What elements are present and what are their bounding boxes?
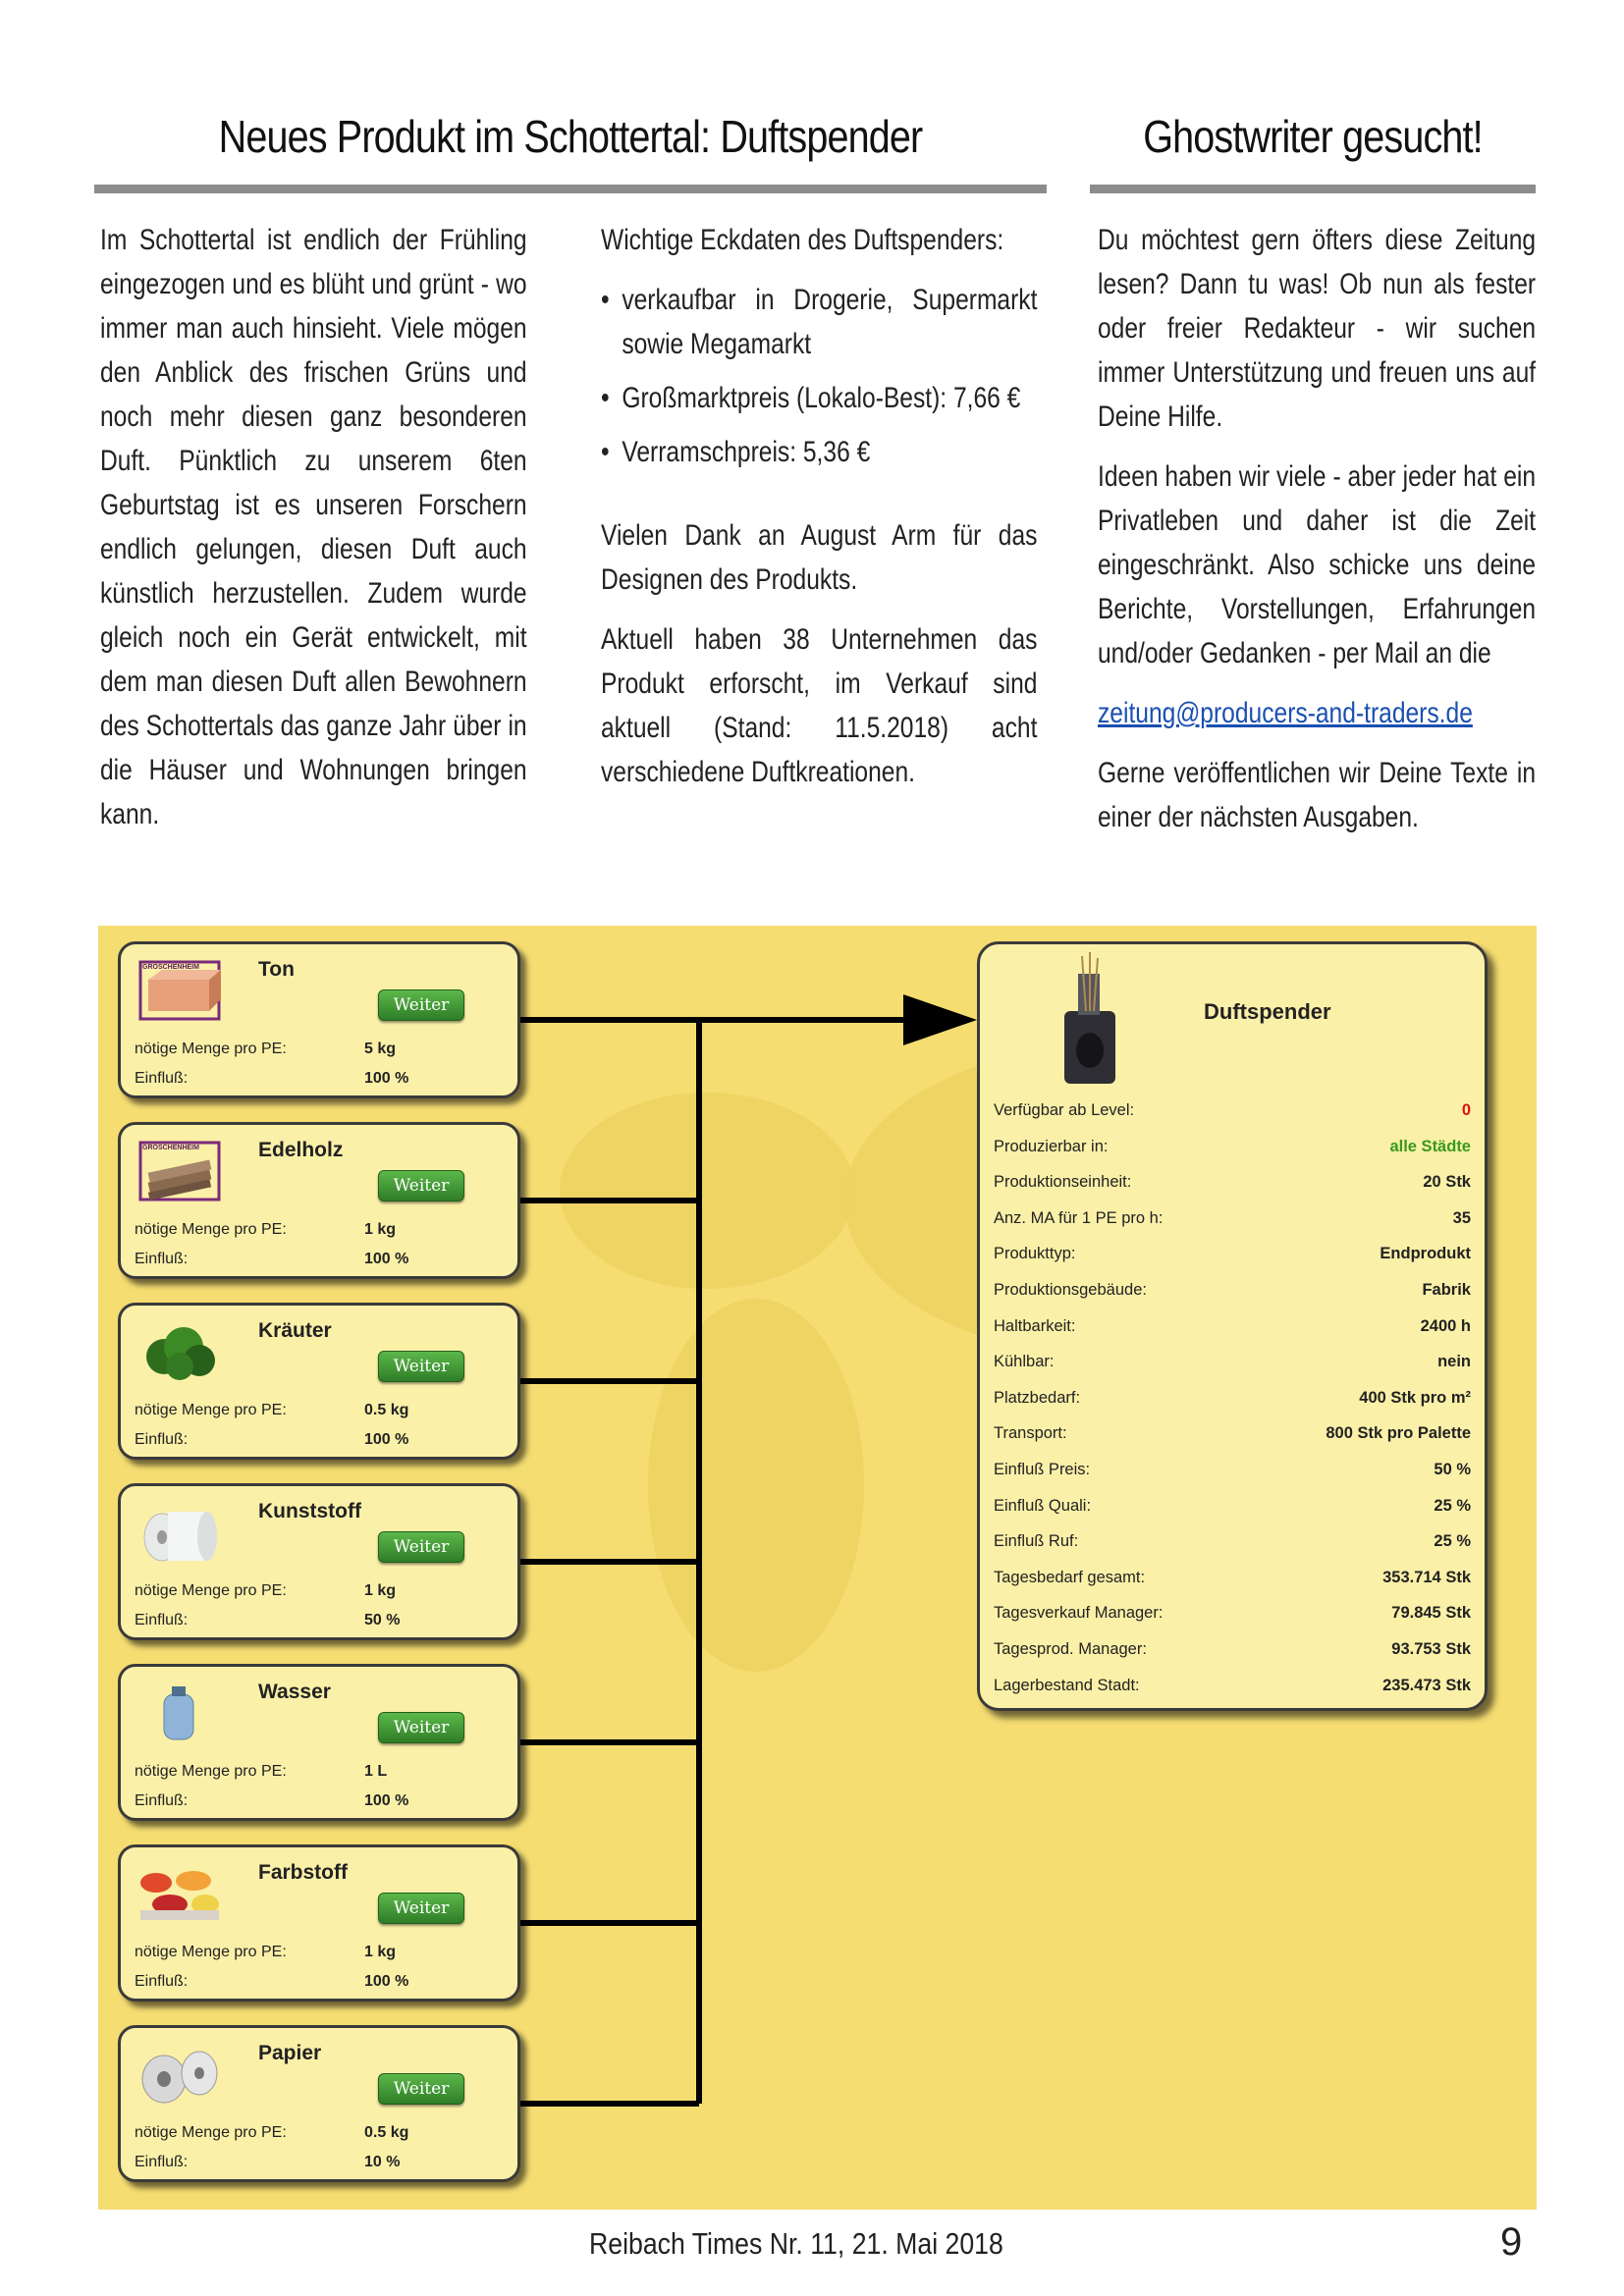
product-detail-row: [994, 1389, 1471, 1418]
title-rule-right: [1090, 185, 1536, 193]
detail-value: 235.473 Stk: [1382, 1676, 1471, 1694]
product-detail-row: [994, 1640, 1471, 1670]
detail-label: Produkttyp:: [994, 1245, 1076, 1263]
menge-value: 0.5 kg: [364, 1402, 409, 1418]
weiter-button[interactable]: Weiter: [378, 1351, 464, 1382]
ingredient-card-papier: [118, 2025, 520, 2182]
list-item: • verkaufbar in Drogerie, Supermarkt sowie Megamarkt: [601, 278, 1037, 366]
ingredient-name: Papier: [258, 2042, 322, 2064]
wood-logs-icon: [135, 1137, 225, 1203]
herbs-icon: [135, 1317, 225, 1384]
einfluss-value: 100 %: [364, 1431, 409, 1448]
ingredient-card-ton: [118, 941, 520, 1098]
detail-value: Endprodukt: [1380, 1245, 1471, 1263]
weiter-button[interactable]: Weiter: [378, 1531, 464, 1563]
thumb-caption: GROSCHENHEIM: [142, 964, 199, 971]
product-detail-row: [994, 1245, 1471, 1274]
detail-label: Tagesprod. Manager:: [994, 1640, 1147, 1658]
detail-label: Lagerbestand Stadt:: [994, 1676, 1140, 1694]
einfluss-label: Einfluß:: [135, 1251, 189, 1267]
detail-value: alle Städte: [1389, 1137, 1471, 1155]
einfluss-label: Einfluß:: [135, 1431, 189, 1448]
weiter-button[interactable]: Weiter: [378, 989, 464, 1021]
detail-label: Anz. MA für 1 PE pro h:: [994, 1208, 1164, 1227]
weiter-button[interactable]: Weiter: [378, 2073, 464, 2105]
detail-label: Einfluß Ruf:: [994, 1532, 1079, 1551]
ingredient-name: Edelholz: [258, 1139, 344, 1161]
article-title-ghostwriter: Ghostwriter gesucht!: [1143, 111, 1483, 162]
detail-value: 79.845 Stk: [1391, 1604, 1471, 1623]
detail-label: Tagesverkauf Manager:: [994, 1604, 1164, 1623]
einfluss-value: 100 %: [364, 1973, 409, 1990]
einfluss-label: Einfluß:: [135, 1612, 189, 1629]
detail-label: Transport:: [994, 1424, 1067, 1443]
menge-value: 5 kg: [364, 1041, 397, 1057]
ingredient-name: Wasser: [258, 1681, 331, 1703]
title-rule-left: [94, 185, 1047, 193]
detail-label: Einfluß Preis:: [994, 1461, 1091, 1478]
ingredient-card-kunststoff: [118, 1483, 520, 1640]
weiter-button[interactable]: Weiter: [378, 1893, 464, 1924]
product-detail-row: [994, 1317, 1471, 1347]
article-body-text: Im Schottertal ist endlich der Frühling eingezogen und es blüht und grünt - wo immer man auch hinsieht. Viele mögen den Anblick des frischen Grüns und noch mehr diesen ganz besonderen Duft. Pünktlich zu unserem 6ten Geburtstag ist es unseren Forschern endlich gelungen, diesen Duft auch künstlich herzustellen. Zudem wurde gleich noch ein Gerät entwickelt, mit dem man diesen Duft allen Bewohnern des Schottertals das ganze Jahr über in die Häuser und Wohnungen bringen kann.: [100, 224, 527, 830]
detail-label: Produktionsgebäude:: [994, 1281, 1147, 1299]
email-link[interactable]: zeitung@producers-and-traders.de: [1098, 697, 1473, 729]
detail-value: Fabrik: [1422, 1281, 1471, 1299]
weiter-button[interactable]: Weiter: [378, 1712, 464, 1743]
menge-label: nötige Menge pro PE:: [135, 1582, 287, 1599]
ingredient-name: Kunststoff: [258, 1500, 361, 1522]
footer-text: Reibach Times Nr. 11, 21. Mai 2018: [589, 2226, 1003, 2261]
product-card: [977, 941, 1488, 1711]
key-data-intro: Wichtige Eckdaten des Duftspenders:: [601, 224, 1004, 256]
einfluss-label: Einfluß:: [135, 1973, 189, 1990]
ingredient-card-wasser: [118, 1664, 520, 1821]
detail-label: Verfügbar ab Level:: [994, 1101, 1135, 1119]
menge-label: nötige Menge pro PE:: [135, 1221, 287, 1238]
detail-label: Platzbedarf:: [994, 1388, 1081, 1407]
ingredient-name: Ton: [258, 958, 295, 981]
product-detail-row: [994, 1138, 1471, 1167]
detail-value: 0: [1461, 1101, 1471, 1119]
arrow-head-icon: [903, 994, 977, 1045]
detail-value: 25 %: [1434, 1532, 1471, 1551]
menge-value: 1 kg: [364, 1944, 397, 1960]
ingredient-card-edelholz: [118, 1122, 520, 1279]
ghostwriter-paragraph-2: Ideen haben wir viele - aber jeder hat ein Privatleben und daher ist die Zeit eingeschränkt. Also schicke uns deine Berichte, Vorstellungen, Erfahrungen und/oder Gedanken - per Mail an die: [1098, 460, 1537, 669]
menge-label: nötige Menge pro PE:: [135, 2124, 287, 2141]
detail-value: 800 Stk pro Palette: [1326, 1424, 1471, 1443]
product-detail-row: [994, 1424, 1471, 1454]
article-column-2: [601, 218, 1037, 810]
einfluss-label: Einfluß:: [135, 1070, 189, 1087]
diffuser-icon: [1051, 952, 1129, 1090]
product-detail-row: [994, 1532, 1471, 1562]
ingredient-name: Kräuter: [258, 1319, 332, 1342]
einfluss-value: 100 %: [364, 1251, 409, 1267]
product-detail-row: [994, 1281, 1471, 1310]
detail-label: Produzierbar in:: [994, 1137, 1109, 1155]
thanks-text: Vielen Dank an August Arm für das Designen des Produkts.: [601, 519, 1038, 596]
menge-label: nötige Menge pro PE:: [135, 1402, 287, 1418]
product-detail-row: [994, 1101, 1471, 1131]
einfluss-label: Einfluß:: [135, 1792, 189, 1809]
list-item: • Großmarktpreis (Lokalo-Best): 7,66 €: [601, 376, 1037, 420]
thumb-caption: GROSCHENHEIM: [142, 1145, 199, 1151]
ingredient-card-farbstoff: [118, 1844, 520, 2002]
product-detail-row: [994, 1677, 1471, 1706]
menge-label: nötige Menge pro PE:: [135, 1041, 287, 1057]
ingredient-card-kräuter: [118, 1303, 520, 1460]
product-detail-row: [994, 1173, 1471, 1202]
page-number: 9: [1500, 2220, 1523, 2264]
production-diagram: [98, 926, 1537, 2210]
dye-powder-icon: [135, 1859, 225, 1926]
ghostwriter-paragraph-3: Gerne veröffentlichen wir Deine Texte in einer der nächsten Ausgaben.: [1098, 757, 1537, 833]
detail-value: 50 %: [1434, 1461, 1471, 1478]
einfluss-value: 10 %: [364, 2154, 401, 2170]
product-detail-row: [994, 1461, 1471, 1490]
detail-value: 25 %: [1434, 1496, 1471, 1515]
clay-brick-icon: [135, 956, 225, 1023]
menge-value: 1 kg: [364, 1582, 397, 1599]
article-column-1: [100, 218, 527, 852]
detail-label: Einfluß Quali:: [994, 1496, 1092, 1515]
ghostwriter-paragraph-1: Du möchtest gern öfters diese Zeitung lesen? Dann tu was! Ob nun als fester oder freier Redakteur - wir suchen immer Unterstützung und freuen uns auf Deine Hilfe.: [1098, 224, 1537, 433]
detail-label: Haltbarkeit:: [994, 1316, 1076, 1335]
product-detail-row: [994, 1209, 1471, 1239]
key-data-list: [601, 278, 1037, 474]
einfluss-value: 100 %: [364, 1792, 409, 1809]
product-detail-row: [994, 1604, 1471, 1633]
paper-rolls-icon: [135, 2040, 225, 2107]
detail-value: 353.714 Stk: [1382, 1568, 1471, 1586]
product-title: Duftspender: [1204, 999, 1331, 1024]
detail-label: Produktionseinheit:: [994, 1173, 1132, 1192]
article-title-duftspender: Neues Produkt im Schottertal: Duftspender: [218, 111, 923, 162]
menge-value: 1 L: [364, 1763, 388, 1780]
product-detail-row: [994, 1497, 1471, 1526]
detail-value: nein: [1437, 1353, 1471, 1371]
detail-value: 400 Stk pro m²: [1359, 1388, 1471, 1407]
detail-value: 2400 h: [1420, 1316, 1471, 1335]
menge-label: nötige Menge pro PE:: [135, 1944, 287, 1960]
product-detail-row: [994, 1353, 1471, 1382]
detail-label: Tagesbedarf gesamt:: [994, 1568, 1146, 1586]
menge-value: 0.5 kg: [364, 2124, 409, 2141]
detail-label: Kühlbar:: [994, 1353, 1055, 1371]
product-detail-row: [994, 1569, 1471, 1598]
water-jug-icon: [135, 1679, 225, 1745]
ingredient-name: Farbstoff: [258, 1861, 348, 1884]
status-text: Aktuell haben 38 Unternehmen das Produkt erforscht, im Verkauf sind aktuell (Stand: 11.5.2018) acht verschiedene Duftkreationen.: [601, 623, 1038, 788]
menge-label: nötige Menge pro PE:: [135, 1763, 287, 1780]
menge-value: 1 kg: [364, 1221, 397, 1238]
plastic-rolls-icon: [135, 1498, 225, 1565]
einfluss-value: 50 %: [364, 1612, 401, 1629]
einfluss-label: Einfluß:: [135, 2154, 189, 2170]
detail-value: 93.753 Stk: [1391, 1640, 1471, 1658]
weiter-button[interactable]: Weiter: [378, 1170, 464, 1201]
einfluss-value: 100 %: [364, 1070, 409, 1087]
article-column-3: [1098, 218, 1536, 855]
list-item: • Verramschpreis: 5,36 €: [601, 430, 1037, 474]
detail-value: 35: [1452, 1208, 1471, 1227]
detail-value: 20 Stk: [1423, 1173, 1471, 1192]
